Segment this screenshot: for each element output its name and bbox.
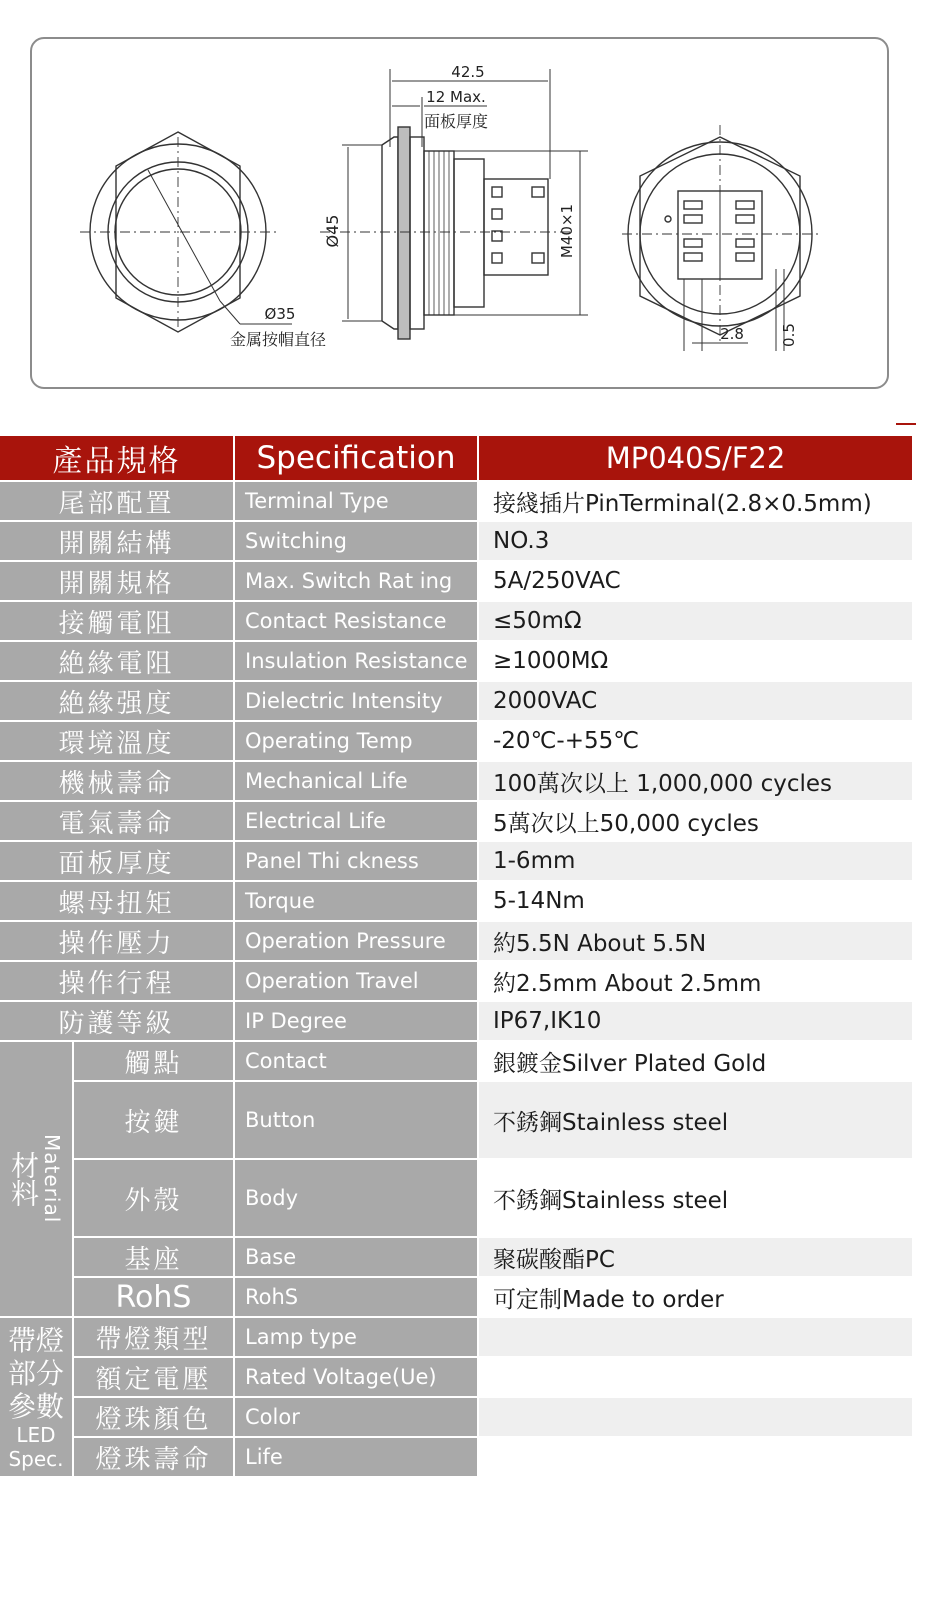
material-group-en: Material: [40, 1134, 64, 1224]
row-label-cn: 開關規格: [0, 561, 234, 601]
dim-overall-length: 42.5: [451, 63, 485, 81]
led-row: [0, 1317, 913, 1357]
row-label-cn: 面板厚度: [0, 841, 234, 881]
row-value: 約2.5mm About 2.5mm: [478, 961, 913, 1001]
row-value: 5A/250VAC: [478, 561, 913, 601]
row-label-en: Terminal Type: [234, 481, 478, 521]
led-row: [0, 1397, 913, 1437]
row-label-en: Torque: [234, 881, 478, 921]
dim-panel-label: 面板厚度: [423, 112, 489, 131]
led-row: [0, 1357, 913, 1397]
row-value: [478, 1317, 913, 1357]
table-row: [0, 1001, 913, 1041]
row-label-cn: 按鍵: [73, 1081, 234, 1159]
row-value: 銀鍍金Silver Plated Gold: [478, 1041, 913, 1081]
row-label-cn: 開關結構: [0, 521, 234, 561]
material-row: [0, 1277, 913, 1317]
row-value: ≥1000MΩ: [478, 641, 913, 681]
row-label-en: Dielectric Intensity: [234, 681, 478, 721]
dim-cap-label: 金属按帽直径: [229, 330, 327, 349]
row-label-en: Operating Temp: [234, 721, 478, 761]
table-row: [0, 801, 913, 841]
row-value: [478, 1437, 913, 1477]
table-row: [0, 601, 913, 641]
table-row: [0, 561, 913, 601]
row-label-cn: 額定電壓: [73, 1357, 234, 1397]
row-label-cn: 電氣壽命: [0, 801, 234, 841]
row-label-cn: RohS: [73, 1277, 234, 1317]
dim-thread: M40×1: [558, 203, 576, 259]
table-row: [0, 881, 913, 921]
row-label-en: Life: [234, 1437, 478, 1477]
specification-table: [0, 436, 914, 1478]
header-en: Specification: [234, 436, 478, 481]
row-label-en: Body: [234, 1159, 478, 1237]
dim-terminal-width: 2.8: [720, 325, 744, 343]
header-cn: 產品規格: [0, 436, 234, 481]
row-label-cn: 絶緣電阻: [0, 641, 234, 681]
row-value: 可定制Made to order: [478, 1277, 913, 1317]
row-value: 1-6mm: [478, 841, 913, 881]
table-row: [0, 681, 913, 721]
row-label-en: Button: [234, 1081, 478, 1159]
row-label-en: Panel Thi ckness: [234, 841, 478, 881]
row-label-cn: 燈珠顏色: [73, 1397, 234, 1437]
row-label-en: IP Degree: [234, 1001, 478, 1041]
table-header-row: [0, 436, 913, 481]
accent-line: [896, 423, 916, 425]
table-row: [0, 481, 913, 521]
led-row: [0, 1437, 913, 1477]
row-value: 5-14Nm: [478, 881, 913, 921]
row-value: 2000VAC: [478, 681, 913, 721]
row-value: 聚碳酸酯PC: [478, 1237, 913, 1277]
material-row: [0, 1041, 913, 1081]
material-row: [0, 1237, 913, 1277]
led-group-en: LED Spec.: [8, 1422, 64, 1471]
row-value: 5萬次以上50,000 cycles: [478, 801, 913, 841]
row-value: [478, 1357, 913, 1397]
row-value: 不銹鋼Stainless steel: [478, 1081, 913, 1159]
row-label-en: Base: [234, 1237, 478, 1277]
row-label-cn: 防護等級: [0, 1001, 234, 1041]
material-row: [0, 1159, 913, 1237]
material-group-cn: 材料: [7, 1151, 40, 1207]
dimension-drawing: [32, 39, 887, 387]
row-label-en: Contact Resistance: [234, 601, 478, 641]
row-label-cn: 燈珠壽命: [73, 1437, 234, 1477]
row-label-cn: 機械壽命: [0, 761, 234, 801]
row-value: NO.3: [478, 521, 913, 561]
table-row: [0, 721, 913, 761]
side-view-cap: [382, 137, 398, 329]
table-row: [0, 921, 913, 961]
row-label-cn: 觸點: [73, 1041, 234, 1081]
row-label-en: Switching: [234, 521, 478, 561]
row-label-en: Color: [234, 1397, 478, 1437]
row-label-en: Lamp type: [234, 1317, 478, 1357]
row-value: 約5.5N About 5.5N: [478, 921, 913, 961]
header-model: MP040S/F22: [478, 436, 913, 481]
side-view-terminals: [484, 179, 548, 275]
row-label-en: Electrical Life: [234, 801, 478, 841]
led-group-label: [0, 1317, 73, 1477]
led-group-cn: 帶燈部分參數: [7, 1323, 64, 1423]
row-value: 不銹鋼Stainless steel: [478, 1159, 913, 1237]
row-value: 接綫插片PinTerminal(2.8×0.5mm): [478, 481, 913, 521]
row-label-en: Rated Voltage(Ue): [234, 1357, 478, 1397]
row-value: 100萬次以上 1,000,000 cycles: [478, 761, 913, 801]
row-value: ≤50mΩ: [478, 601, 913, 641]
row-label-cn: 帶燈類型: [73, 1317, 234, 1357]
dim-terminal-thickness: 0.5: [780, 323, 798, 347]
row-label-cn: 尾部配置: [0, 481, 234, 521]
dim-max-thread: 12 Max.: [426, 88, 486, 106]
row-label-en: Operation Travel: [234, 961, 478, 1001]
table-row: [0, 961, 913, 1001]
row-label-cn: 操作壓力: [0, 921, 234, 961]
row-label-cn: 螺母扭矩: [0, 881, 234, 921]
row-label-cn: 外殼: [73, 1159, 234, 1237]
row-label-en: Contact: [234, 1041, 478, 1081]
material-row: [0, 1081, 913, 1159]
table-row: [0, 641, 913, 681]
row-value: [478, 1397, 913, 1437]
row-label-en: Mechanical Life: [234, 761, 478, 801]
table-row: [0, 521, 913, 561]
row-label-cn: 基座: [73, 1237, 234, 1277]
side-view-panel: [398, 127, 410, 339]
technical-drawing-panel: [30, 37, 889, 389]
row-label-en: Max. Switch Rat ing: [234, 561, 478, 601]
row-label-cn: 絶緣强度: [0, 681, 234, 721]
row-value: IP67,IK10: [478, 1001, 913, 1041]
row-value: -20℃-+55℃: [478, 721, 913, 761]
table-row: [0, 841, 913, 881]
row-label-en: Operation Pressure: [234, 921, 478, 961]
dim-diameter-45: Ø45: [323, 214, 342, 248]
table-row: [0, 761, 913, 801]
row-label-cn: 環境溫度: [0, 721, 234, 761]
row-label-en: RohS: [234, 1277, 478, 1317]
row-label-cn: 操作行程: [0, 961, 234, 1001]
row-label-cn: 接觸電阻: [0, 601, 234, 641]
dim-cap-diameter: Ø35: [264, 305, 296, 323]
material-group-label: [0, 1041, 73, 1317]
row-label-en: Insulation Resistance: [234, 641, 478, 681]
